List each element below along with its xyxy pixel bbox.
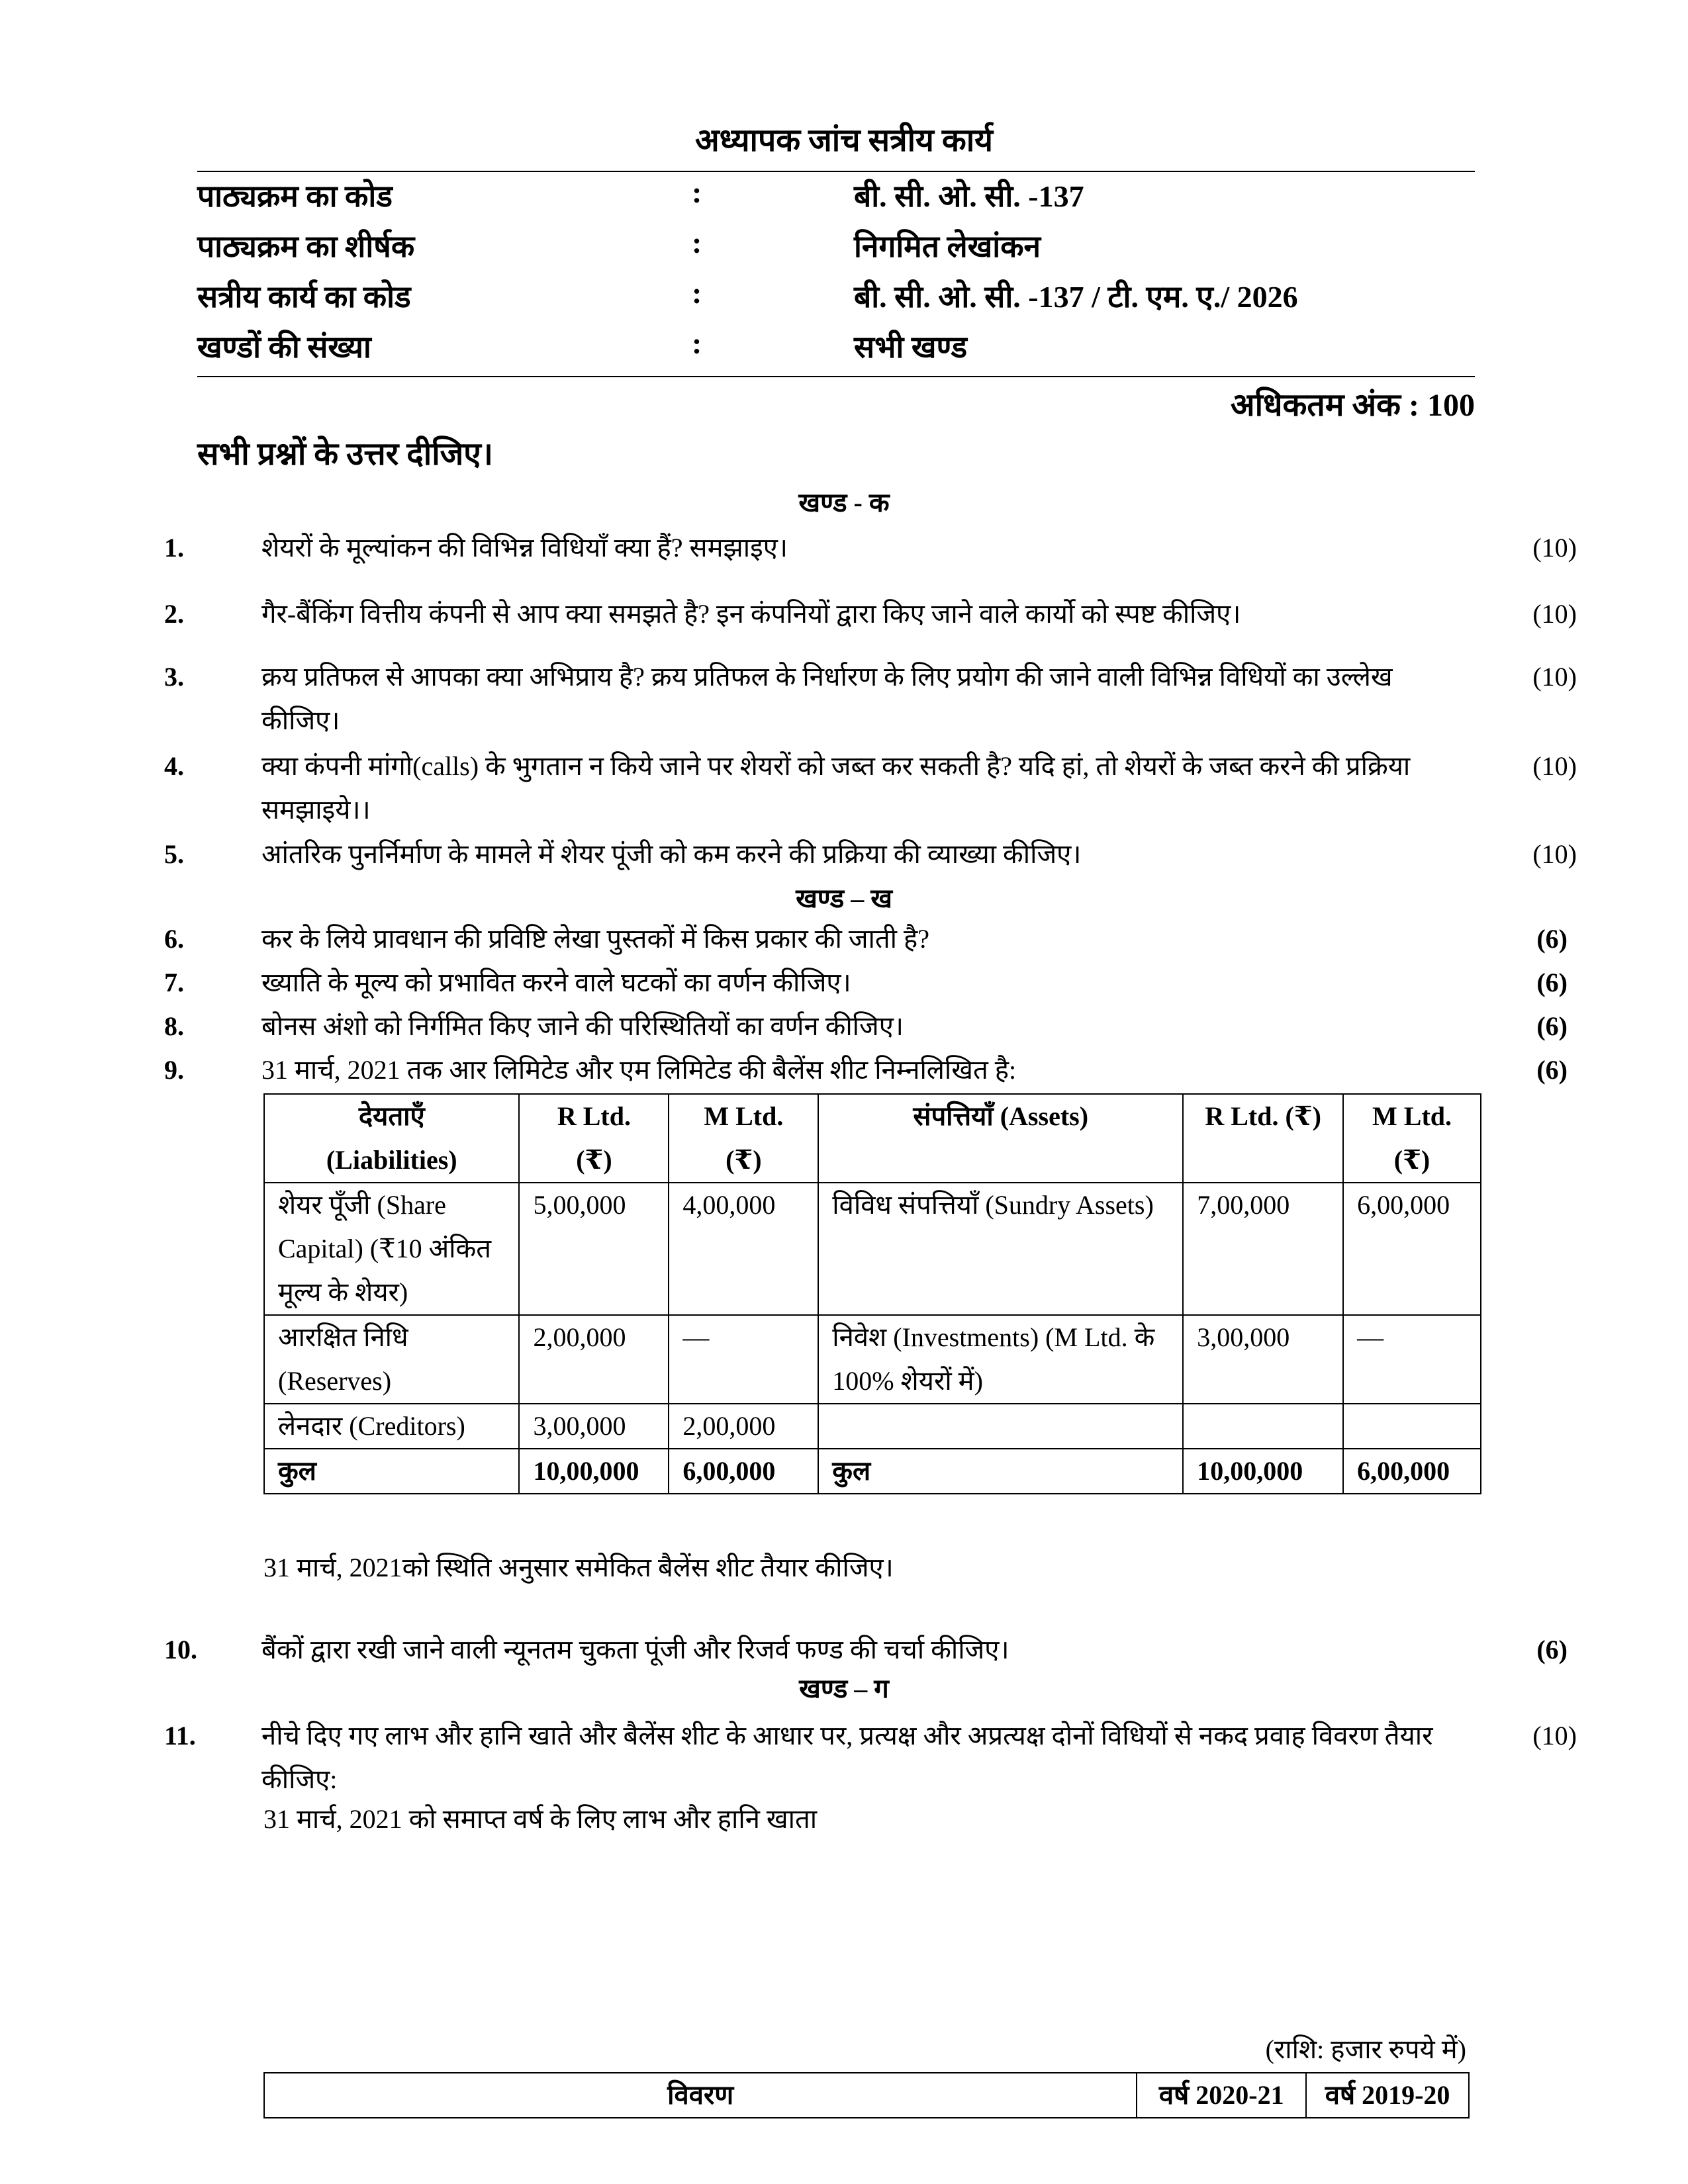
question-marks: (6): [1536, 1011, 1568, 1041]
header-year-2019-20: वर्ष 2019-20: [1306, 2073, 1469, 2118]
question-marks: (10): [1532, 839, 1577, 869]
question-marks: (6): [1536, 924, 1568, 954]
question-marks: (10): [1532, 533, 1577, 563]
header-bottom-rule: [197, 376, 1475, 377]
cell-asset: [818, 1404, 1183, 1449]
header-particulars: विवरण: [264, 2073, 1137, 2118]
cell-r-ltd-liab-total: 10,00,000: [519, 1449, 669, 1494]
instruction: सभी प्रश्नों के उत्तर दीजिए।: [197, 437, 493, 472]
question-number: 9.: [164, 1055, 184, 1085]
pl-table: [263, 2072, 1470, 2118]
amount-unit-note: (राशि: हजार रुपये में): [1265, 2034, 1466, 2064]
table-header-row: [264, 1094, 1481, 1183]
course-code-sep: :: [692, 175, 702, 209]
cell-r-ltd-liab: 5,00,000: [519, 1183, 669, 1315]
cell-m-ltd-asset: —: [1343, 1315, 1481, 1404]
course-title-label: पाठ्यक्रम का शीर्षक: [197, 230, 415, 263]
cell-asset-total-label: कुल: [818, 1449, 1183, 1494]
cell-r-ltd-liab: 2,00,000: [519, 1315, 669, 1404]
assignment-code-row: [197, 275, 1475, 323]
cell-asset: विविध संपत्तियाँ (Sundry Assets): [818, 1183, 1183, 1315]
question-number: 2.: [164, 599, 184, 629]
blocks-label: खण्डों की संख्या: [197, 330, 371, 364]
cell-r-ltd-asset: 7,00,000: [1183, 1183, 1343, 1315]
balance-sheet-table: [263, 1093, 1481, 1494]
question-text: आंतरिक पुनर्निर्माण के मामले में शेयर पूंजी को कम करने की प्रक्रिया की व्याख्या कीजिए।: [261, 839, 1082, 869]
cell-m-ltd-asset: [1343, 1404, 1481, 1449]
question-number: 3.: [164, 662, 184, 692]
cell-m-ltd-asset-total: 6,00,000: [1343, 1449, 1481, 1494]
section-c-heading: खण्ड – ग: [799, 1674, 889, 1704]
course-title-row: [197, 225, 1475, 273]
table-total-row: [264, 1449, 1481, 1494]
question-marks: (10): [1532, 751, 1577, 781]
header-m-ltd-liab: M Ltd. (₹): [669, 1094, 818, 1183]
question-number: 4.: [164, 751, 184, 781]
blocks-row: [197, 326, 1475, 373]
question-text: बैंकों द्वारा रखी जाने वाली न्यूनतम चुकता पूंजी और रिजर्व फण्ड की चर्चा कीजिए।: [261, 1635, 1009, 1664]
cell-m-ltd-asset: 6,00,000: [1343, 1183, 1481, 1315]
cell-r-ltd-asset: [1183, 1404, 1343, 1449]
header-r-ltd-liab: R Ltd. (₹): [519, 1094, 669, 1183]
cell-r-ltd-asset: 3,00,000: [1183, 1315, 1343, 1404]
question-marks: (10): [1532, 1721, 1577, 1751]
question-number: 11.: [164, 1721, 196, 1751]
pl-account-subtitle: 31 मार्च, 2021 को समाप्त वर्ष के लिए लाभ और हानि खाता: [263, 1804, 818, 1834]
course-code-label: पाठ्यक्रम का कोड: [197, 179, 393, 213]
question-text: गैर-बैंकिंग वित्तीय कंपनी से आप क्या समझते है? इन कंपनियों द्वारा किए जाने वाले कार्यो को स्पष्ट कीजिए।: [261, 599, 1241, 629]
header-liabilities: देयताएँ (Liabilities): [264, 1094, 519, 1183]
table-row: [264, 1404, 1481, 1449]
header-assets: संपत्तियाँ (Assets): [818, 1094, 1183, 1183]
question-text: नीचे दिए गए लाभ और हानि खाते और बैलेंस शीट के आधार पर, प्रत्यक्ष और अप्रत्यक्ष दोनों विधियों से नकद प्रवाह विवरण तैयार कीजिए:: [261, 1721, 1433, 1794]
question-number: 1.: [164, 533, 184, 563]
cell-m-ltd-liab: 2,00,000: [669, 1404, 818, 1449]
question-number: 6.: [164, 924, 184, 954]
question-marks: (6): [1536, 1635, 1568, 1664]
header-year-2020-21: वर्ष 2020-21: [1137, 2073, 1306, 2118]
header-r-ltd-assets: R Ltd. (₹): [1183, 1094, 1343, 1183]
question-number: 8.: [164, 1011, 184, 1041]
cell-m-ltd-liab: —: [669, 1315, 818, 1404]
section-b-heading: खण्ड – ख: [796, 884, 892, 913]
course-title-sep: :: [692, 226, 702, 259]
assignment-code-label: सत्रीय कार्य का कोड: [197, 280, 411, 314]
course-code-value: बी. सी. ओ. सी. -137: [854, 179, 1084, 213]
table-row: [264, 1315, 1481, 1404]
question-number: 5.: [164, 839, 184, 869]
cell-liability-total-label: कुल: [264, 1449, 519, 1494]
cell-liability: आरक्षित निधि (Reserves): [264, 1315, 519, 1404]
cell-r-ltd-liab: 3,00,000: [519, 1404, 669, 1449]
document-title: अध्यापक जांच सत्रीय कार्य: [694, 123, 993, 158]
cell-asset: निवेश (Investments) (M Ltd. के 100% शेयरों में): [818, 1315, 1183, 1404]
blocks-sep: :: [692, 326, 702, 360]
question-text: बोनस अंशो को निर्गमित किए जाने की परिस्थितियों का वर्णन कीजिए।: [261, 1011, 904, 1041]
assignment-code-value: बी. सी. ओ. सी. -137 / टी. एम. ए./ 2026: [854, 280, 1298, 314]
cell-m-ltd-liab: 4,00,000: [669, 1183, 818, 1315]
question-marks: (10): [1532, 662, 1577, 692]
cell-liability: लेनदार (Creditors): [264, 1404, 519, 1449]
question-marks: (6): [1536, 968, 1568, 997]
header-m-ltd-assets: M Ltd. (₹): [1343, 1094, 1481, 1183]
course-code-row: [197, 175, 1475, 222]
question-marks: (6): [1536, 1055, 1568, 1085]
pl-table-header-row: [264, 2073, 1469, 2118]
blocks-value: सभी खण्ड: [854, 330, 967, 364]
balance-sheet-instruction: 31 मार्च, 2021को स्थिति अनुसार समेकित बैलेंस शीट तैयार कीजिए।: [263, 1553, 894, 1582]
question-marks: (10): [1532, 599, 1577, 629]
cell-m-ltd-liab-total: 6,00,000: [669, 1449, 818, 1494]
cell-liability: शेयर पूँजी (Share Capital) (₹10 अंकित मूल्य के शेयर): [264, 1183, 519, 1315]
question-text: क्रय प्रतिफल से आपका क्या अभिप्राय है? क्रय प्रतिफल के निर्धारण के लिए प्रयोग की जाने वाली विभिन्न विधियों का उल्लेख कीजिए।: [261, 662, 1393, 735]
table-row: [264, 1183, 1481, 1315]
question-text: 31 मार्च, 2021 तक आर लिमिटेड और एम लिमिटेड की बैलेंस शीट निम्नलिखित है:: [261, 1055, 1017, 1085]
header-top-rule: [197, 171, 1475, 172]
question-text: ख्याति के मूल्य को प्रभावित करने वाले घटकों का वर्णन कीजिए।: [261, 968, 851, 997]
question-number: 10.: [164, 1635, 197, 1664]
max-marks: अधिकतम अंक : 100: [1230, 388, 1475, 423]
assignment-code-sep: :: [692, 276, 702, 310]
question-text: शेयरों के मूल्यांकन की विभिन्न विधियाँ क्या हैं? समझाइए।: [261, 533, 788, 563]
question-text: क्या कंपनी मांगो(calls) के भुगतान न किये जाने पर शेयरों को जब्त कर सकती है? यदि हां, तो शेयरों के जब्त करने की प्रक्रिया समझाइये।।: [261, 751, 1411, 825]
question-number: 7.: [164, 968, 184, 997]
course-title-value: निगमित लेखांकन: [854, 230, 1041, 263]
section-a-heading: खण्ड - क: [798, 488, 890, 518]
question-text: कर के लिये प्रावधान की प्रविष्टि लेखा पुस्तकों में किस प्रकार की जाती है?: [261, 924, 930, 954]
cell-r-ltd-asset-total: 10,00,000: [1183, 1449, 1343, 1494]
